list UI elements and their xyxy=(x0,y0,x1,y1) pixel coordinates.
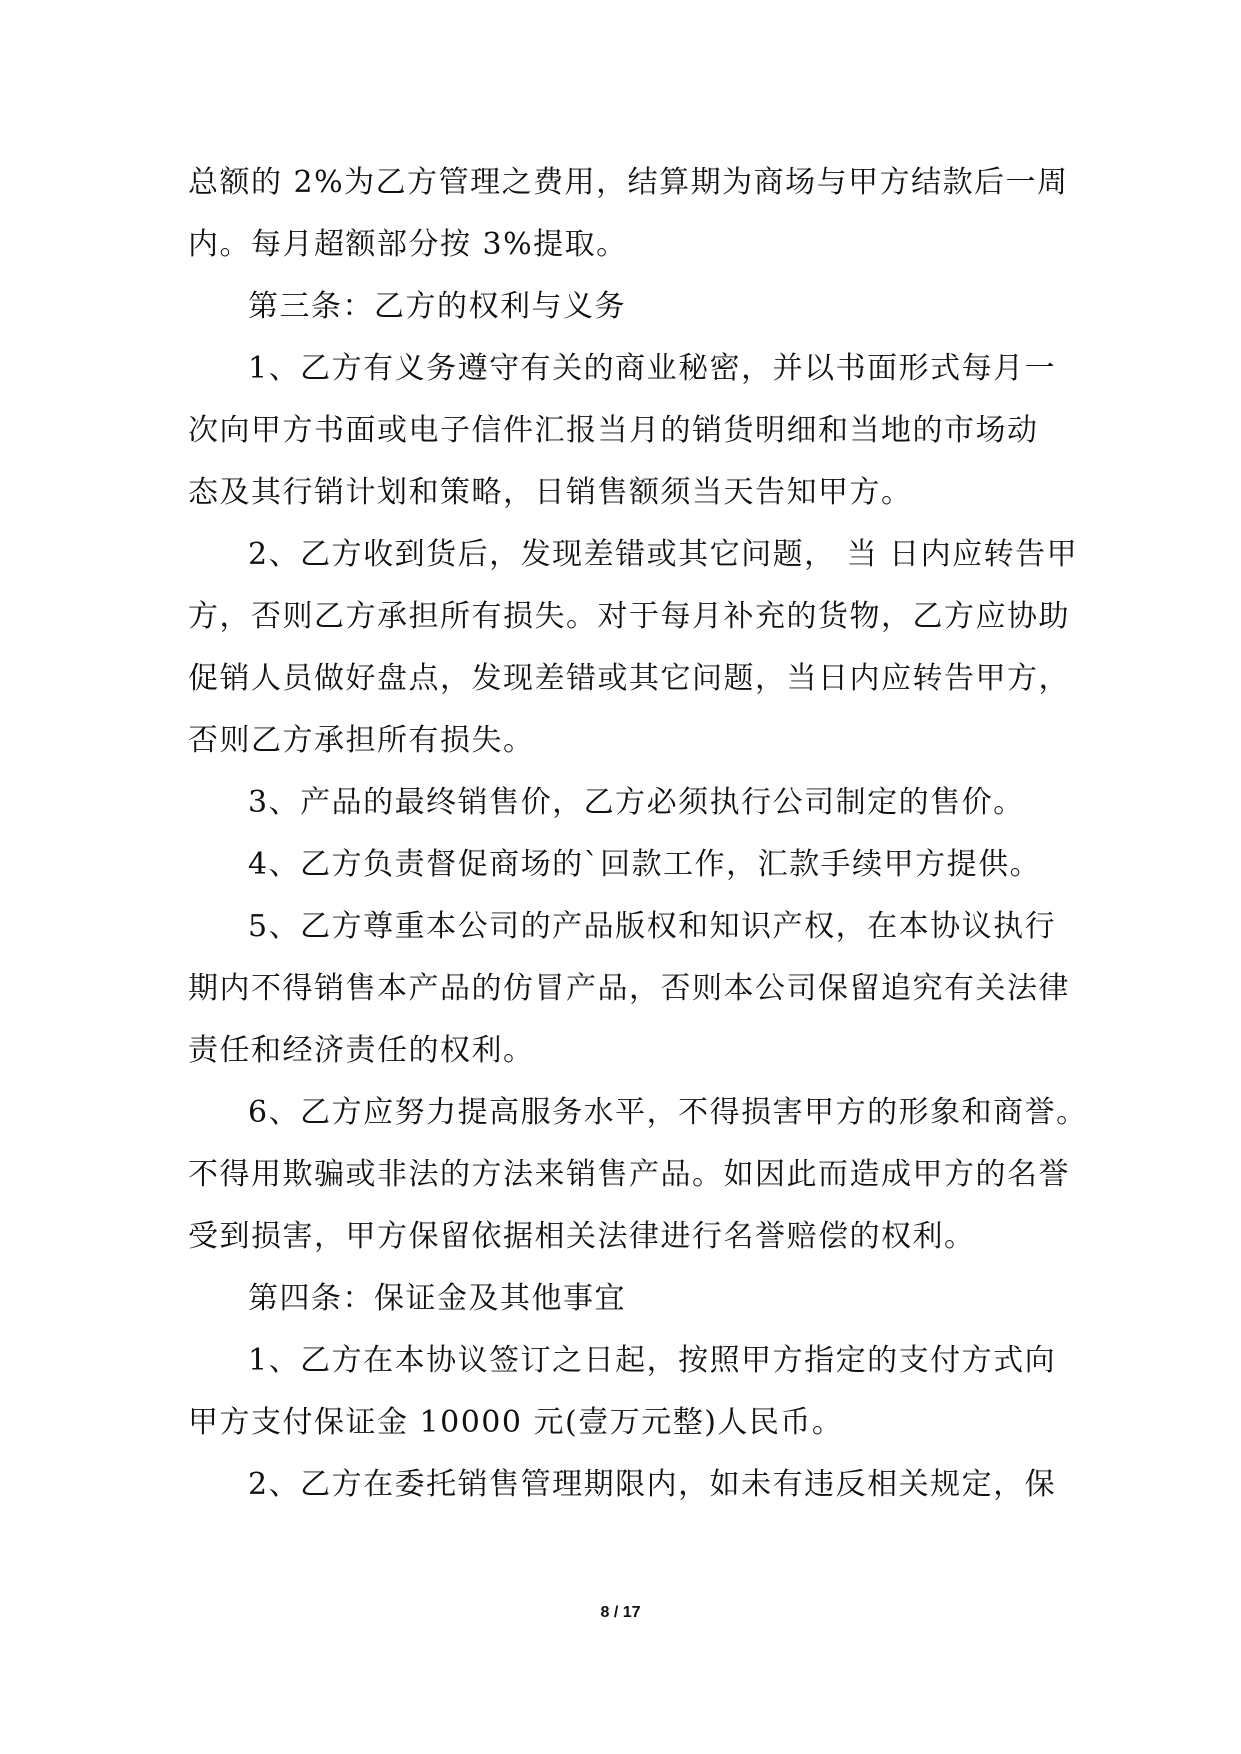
text-line: 2、乙方在委托销售管理期限内，如未有违反相关规定，保 xyxy=(248,1467,1057,1502)
text-line: 否则乙方承担所有损失。 xyxy=(188,723,535,758)
text-line: 不得用欺骗或非法的方法来销售产品。如因此而造成甲方的名誉 xyxy=(188,1157,1070,1192)
text-line: 2、乙方收到货后，发现差错或其它问题， 当 日内应转告甲 xyxy=(248,537,1079,572)
text-line: 受到损害，甲方保留依据相关法律进行名誉赔偿的权利。 xyxy=(188,1219,976,1254)
text-line: 3、产品的最终销售价，乙方必须执行公司制定的售价。 xyxy=(248,785,1025,820)
text-line: 内。每月超额部分按 3%提取。 xyxy=(188,227,628,262)
text-line: 总额的 2%为乙方管理之费用，结算期为商场与甲方结款后一周 xyxy=(188,165,1069,200)
text-line: 1、乙方在本协议签订之日起，按照甲方指定的支付方式向 xyxy=(248,1343,1057,1378)
section-heading: 第四条：保证金及其他事宜 xyxy=(248,1281,626,1316)
text-line: 6、乙方应努力提高服务水平，不得损害甲方的形象和商誉。 xyxy=(248,1095,1088,1130)
section-heading: 第三条：乙方的权利与义务 xyxy=(248,289,626,324)
text-line: 促销人员做好盘点，发现差错或其它问题，当日内应转告甲方， xyxy=(188,661,1070,696)
text-line: 5、乙方尊重本公司的产品版权和知识产权，在本协议执行 xyxy=(248,909,1057,944)
text-line: 方，否则乙方承担所有损失。对于每月补充的货物，乙方应协助 xyxy=(188,599,1070,634)
text-line: 次向甲方书面或电子信件汇报当月的销货明细和当地的市场动 xyxy=(188,413,1039,448)
text-line: 1、乙方有义务遵守有关的商业秘密，并以书面形式每月一 xyxy=(248,351,1057,386)
text-line: 甲方支付保证金 10000 元(壹万元整)人民币。 xyxy=(188,1405,844,1440)
page-number: 8 / 17 xyxy=(600,1604,641,1621)
document-body xyxy=(188,152,1088,1516)
text-line: 期内不得销售本产品的仿冒产品，否则本公司保留追究有关法律 xyxy=(188,971,1070,1006)
text-line: 态及其行销计划和策略，日销售额须当天告知甲方。 xyxy=(188,475,913,510)
text-line: 责任和经济责任的权利。 xyxy=(188,1033,535,1068)
text-line: 4、乙方负责督促商场的`回款工作，汇款手续甲方提供。 xyxy=(248,847,1042,882)
